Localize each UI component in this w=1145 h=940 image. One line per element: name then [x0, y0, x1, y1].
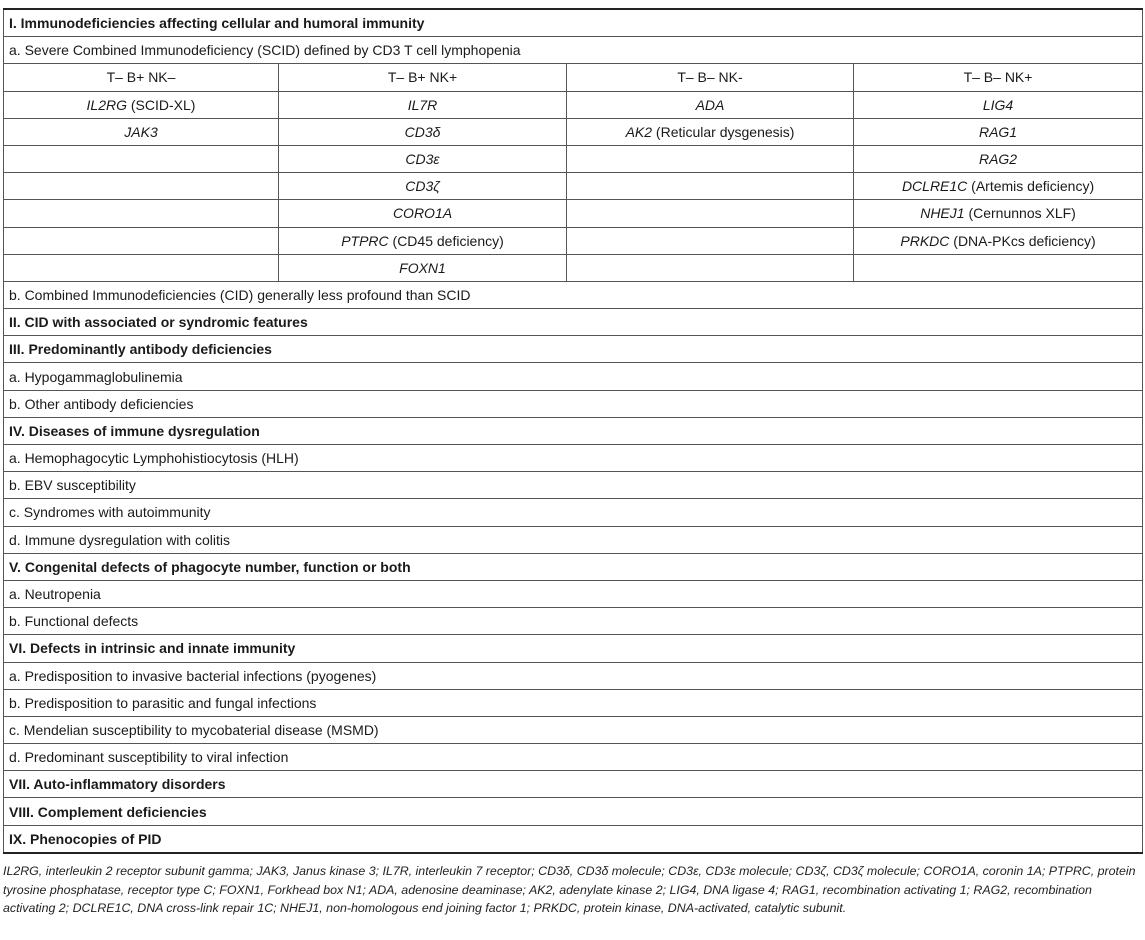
gene-name: DCLRE1C: [901, 178, 968, 195]
section-v-title: V. Congenital defects of phagocyte number, function or both: [4, 553, 1143, 580]
subsection-row: [4, 390, 1143, 417]
scid-gene-row: [4, 118, 1143, 145]
section-heading-row: [4, 771, 1143, 798]
gene-name: IL7R: [407, 96, 438, 113]
scid-gene-cell: [567, 200, 854, 227]
gene-name: FOXN1: [399, 259, 446, 276]
scid-gene-cell: [4, 173, 279, 200]
section-vii-title: VII. Auto-inflammatory disorders: [4, 771, 1143, 798]
gene-name: IL2RG: [86, 96, 127, 113]
scid-gene-cell: [279, 227, 567, 254]
section-heading-row: [4, 9, 1143, 37]
scid-gene-cell: [854, 200, 1143, 227]
pid-classification-table: [3, 8, 1143, 854]
gene-name: PTPRC: [341, 232, 389, 249]
section-vi-item: d. Predominant susceptibility to viral infection: [4, 744, 1143, 771]
scid-gene-cell: [567, 91, 854, 118]
gene-note: (Cernunnos XLF): [964, 205, 1076, 222]
scid-column-header: T– B– NK+: [854, 64, 1143, 91]
scid-gene-row: [4, 254, 1143, 281]
section-ix-title: IX. Phenocopies of PID: [4, 825, 1143, 853]
subsection-row: [4, 499, 1143, 526]
scid-gene-cell: [854, 173, 1143, 200]
gene-name: RAG1: [978, 123, 1018, 140]
section-heading-row: [4, 309, 1143, 336]
gene-name: LIG4: [982, 96, 1014, 113]
subsection-row: [4, 37, 1143, 64]
subsection-row: [4, 526, 1143, 553]
section-iv-item: b. EBV susceptibility: [4, 472, 1143, 499]
section-ii-title: II. CID with associated or syndromic features: [4, 309, 1143, 336]
gene-name: CD3δ: [404, 123, 441, 140]
scid-gene-cell: [567, 118, 854, 145]
section-iv-title: IV. Diseases of immune dysregulation: [4, 417, 1143, 444]
section-vi-item: b. Predisposition to parasitic and fungal infections: [4, 689, 1143, 716]
scid-gene-cell: [279, 173, 567, 200]
subsection-row: [4, 472, 1143, 499]
section-iii-title: III. Predominantly antibody deficiencies: [4, 336, 1143, 363]
subsection-row: [4, 744, 1143, 771]
scid-gene-cell: [4, 200, 279, 227]
gene-name: CD3ε: [405, 151, 440, 168]
section-heading-row: [4, 417, 1143, 444]
gene-name: CORO1A: [392, 205, 453, 222]
subsection-row: [4, 608, 1143, 635]
scid-gene-cell: [854, 254, 1143, 281]
gene-name: NHEJ1: [920, 205, 965, 222]
scid-gene-cell: [854, 118, 1143, 145]
gene-name: ADA: [695, 96, 725, 113]
section-i-title: I. Immunodeficiencies affecting cellular and humoral immunity: [4, 9, 1143, 37]
scid-column-header: T– B+ NK–: [4, 64, 279, 91]
section-vi-title: VI. Defects in intrinsic and innate immunity: [4, 635, 1143, 662]
scid-gene-row: [4, 91, 1143, 118]
section-vi-item: a. Predisposition to invasive bacterial infections (pyogenes): [4, 662, 1143, 689]
scid-gene-cell: [4, 118, 279, 145]
gene-note: (DNA-PKcs deficiency): [949, 232, 1096, 249]
section-iii-item: b. Other antibody deficiencies: [4, 390, 1143, 417]
subsection-row: [4, 281, 1143, 308]
scid-gene-row: [4, 145, 1143, 172]
gene-note: (Reticular dysgenesis): [652, 123, 795, 140]
scid-gene-cell: [567, 254, 854, 281]
section-v-item: a. Neutropenia: [4, 580, 1143, 607]
scid-gene-row: [4, 173, 1143, 200]
subsection-row: [4, 580, 1143, 607]
scid-gene-cell: [4, 254, 279, 281]
subsection-row: [4, 689, 1143, 716]
subsection-row: [4, 445, 1143, 472]
section-heading-row: [4, 825, 1143, 853]
section-iv-item: a. Hemophagocytic Lymphohistiocytosis (HLH): [4, 445, 1143, 472]
scid-gene-cell: [854, 91, 1143, 118]
scid-gene-cell: [279, 118, 567, 145]
gene-note: (CD45 deficiency): [388, 232, 504, 249]
gene-name: PRKDC: [900, 232, 950, 249]
scid-column-header: T– B+ NK+: [279, 64, 567, 91]
scid-gene-cell: [4, 91, 279, 118]
scid-gene-cell: [279, 145, 567, 172]
section-i-sub-b: b. Combined Immunodeficiencies (CID) generally less profound than SCID: [4, 281, 1143, 308]
scid-gene-cell: [279, 254, 567, 281]
section-iii-item: a. Hypogammaglobulinemia: [4, 363, 1143, 390]
section-v-item: b. Functional defects: [4, 608, 1143, 635]
gene-name: JAK3: [124, 123, 158, 140]
section-iv-item: c. Syndromes with autoimmunity: [4, 499, 1143, 526]
scid-gene-cell: [567, 227, 854, 254]
scid-gene-cell: [854, 227, 1143, 254]
gene-note: (Artemis deficiency): [967, 178, 1095, 195]
scid-gene-cell: [4, 227, 279, 254]
gene-name: AK2: [625, 123, 653, 140]
scid-gene-cell: [279, 91, 567, 118]
section-iv-item: d. Immune dysregulation with colitis: [4, 526, 1143, 553]
subsection-row: [4, 363, 1143, 390]
scid-gene-row: [4, 227, 1143, 254]
scid-gene-cell: [567, 173, 854, 200]
section-i-sub-a: a. Severe Combined Immunodeficiency (SCID) defined by CD3 T cell lymphopenia: [4, 37, 1143, 64]
table-footnote: IL2RG, interleukin 2 receptor subunit gamma; JAK3, Janus kinase 3; IL7R, interleukin 7 receptor; CD3δ, CD3δ molecule; CD3ε, CD3ε molecule; CD3ζ, CD3ζ molecule; CORO1A, coronin 1A; PTPRC, protein tyrosine phosphatase, receptor type C; FOXN1, Forkhead box N1; ADA, adenosine deaminase; AK2, adenylate kinase 2; LIG4, DNA ligase 4; RAG1, recombination activating 1; RAG2, recombination activating 2; DCLRE1C, DNA cross-link repair 1C; NHEJ1, non-homologous end joining factor 1; PRKDC, protein kinase, DNA-activated, catalytic subunit.: [3, 864, 1136, 915]
scid-gene-cell: [567, 145, 854, 172]
section-viii-title: VIII. Complement deficiencies: [4, 798, 1143, 825]
section-heading-row: [4, 553, 1143, 580]
section-heading-row: [4, 336, 1143, 363]
subsection-row: [4, 662, 1143, 689]
scid-gene-cell: [4, 145, 279, 172]
section-vi-item: c. Mendelian susceptibility to mycobaterial disease (MSMD): [4, 716, 1143, 743]
gene-note: (SCID-XL): [127, 96, 196, 113]
scid-gene-cell: [854, 145, 1143, 172]
scid-gene-row: [4, 200, 1143, 227]
section-heading-row: [4, 635, 1143, 662]
scid-gene-cell: [279, 200, 567, 227]
subsection-row: [4, 716, 1143, 743]
scid-column-header: T– B– NK-: [567, 64, 854, 91]
gene-name: RAG2: [978, 151, 1018, 168]
gene-name: CD3ζ: [405, 178, 440, 195]
scid-column-header-row: [4, 64, 1143, 91]
section-heading-row: [4, 798, 1143, 825]
